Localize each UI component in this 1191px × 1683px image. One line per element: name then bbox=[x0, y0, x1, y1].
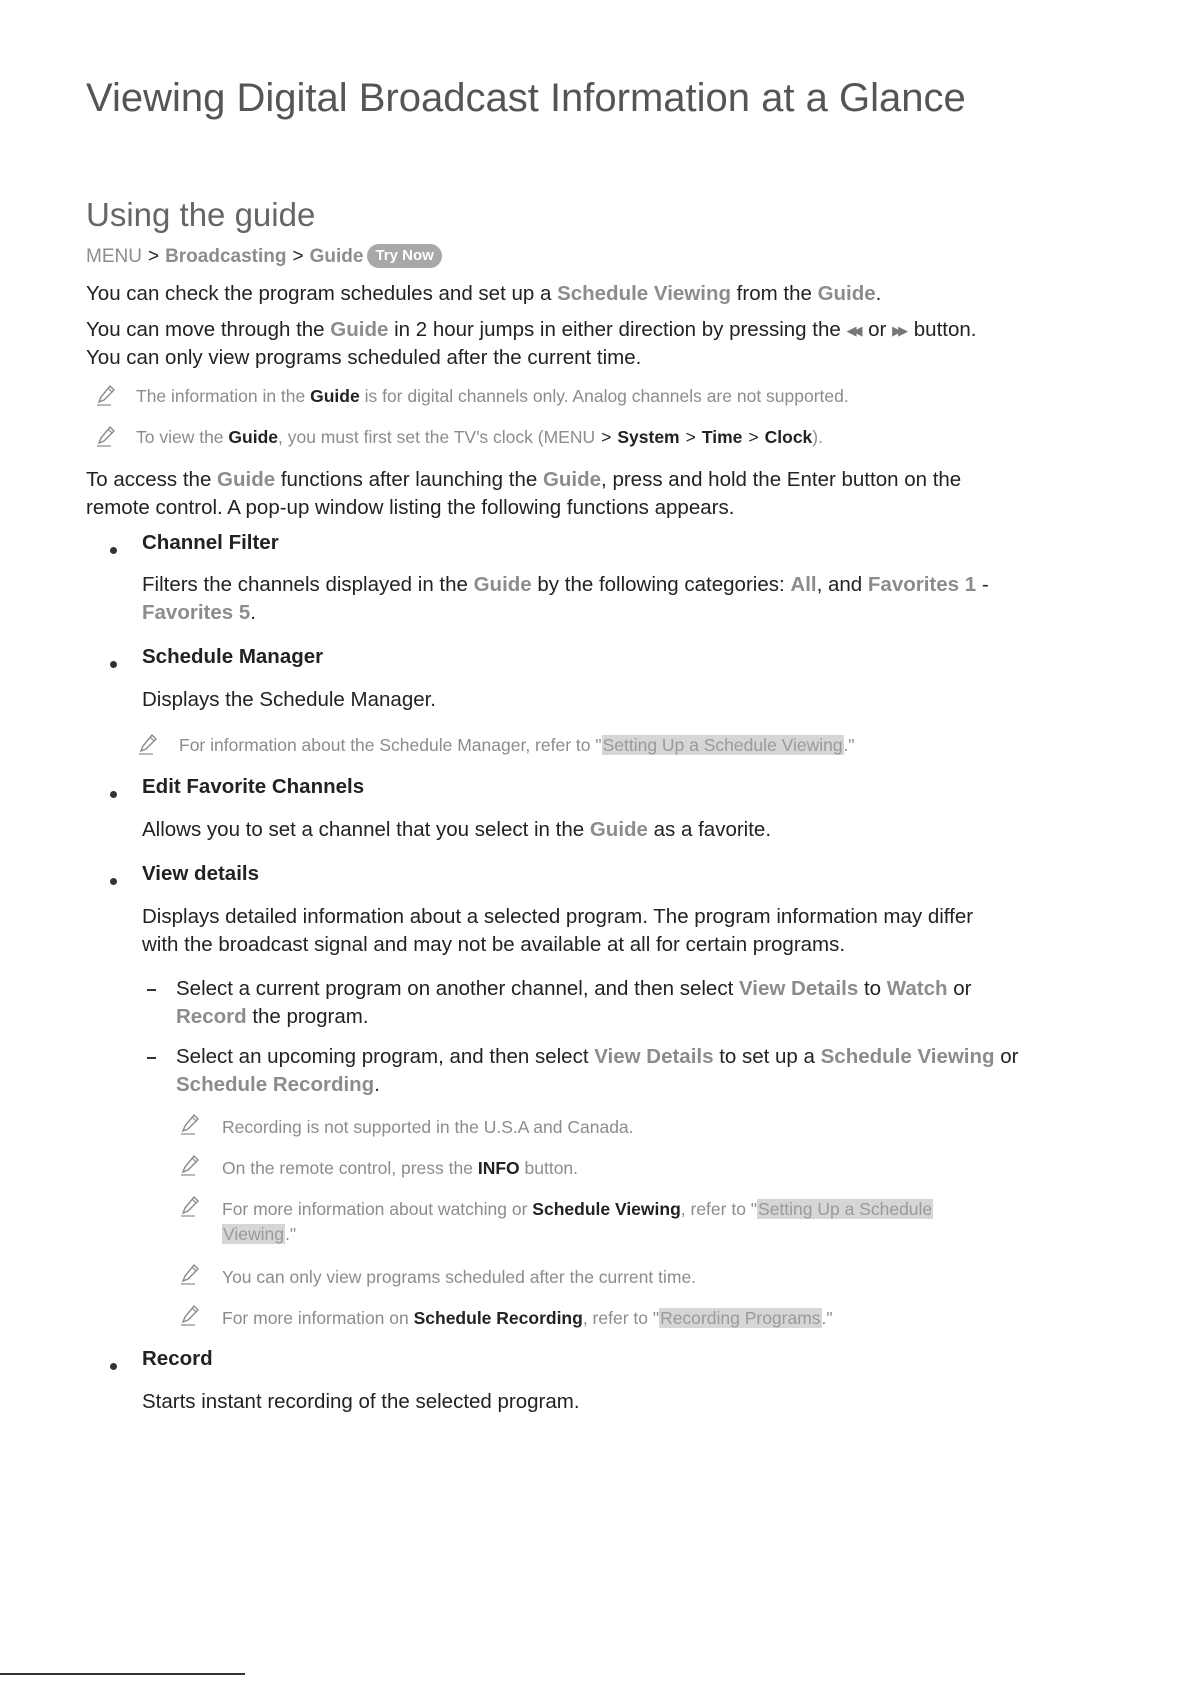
text-run: For more information on bbox=[222, 1308, 414, 1328]
breadcrumb-guide[interactable]: Guide bbox=[309, 246, 364, 267]
pencil-note-icon bbox=[138, 733, 158, 755]
pencil-note-icon bbox=[180, 1113, 200, 1135]
note-current-time: You can only view programs scheduled after the current time. bbox=[222, 1267, 697, 1287]
guide-navigation-paragraph bbox=[86, 316, 976, 345]
info-term: INFO bbox=[477, 1158, 520, 1178]
bullet-icon bbox=[110, 791, 117, 798]
setting-up-schedule-viewing-link[interactable]: Setting Up a Schedule bbox=[758, 1199, 933, 1219]
time-term: Time bbox=[701, 427, 743, 447]
view-details-term: View Details bbox=[738, 977, 859, 1000]
guide-term: Guide bbox=[542, 468, 602, 491]
guide-navigation-paragraph-line2: You can only view programs scheduled after the current time. bbox=[86, 346, 642, 369]
chevron-right-icon: > bbox=[748, 427, 759, 447]
note-recording-not-supported: Recording is not supported in the U.S.A and Canada. bbox=[222, 1117, 634, 1137]
bullet-icon bbox=[110, 1363, 117, 1370]
text-run: For more information about watching or bbox=[222, 1199, 533, 1219]
text-run: the program. bbox=[246, 1005, 369, 1028]
text-run: , and bbox=[816, 573, 868, 596]
view-details-term: View Details bbox=[594, 1045, 714, 1068]
schedule-recording-term: Schedule Recording bbox=[413, 1308, 583, 1328]
record-term: Record bbox=[176, 1005, 247, 1028]
pencil-note-icon bbox=[96, 425, 116, 447]
guide-term: Guide bbox=[589, 818, 648, 841]
dash-icon bbox=[147, 1057, 156, 1059]
schedule-viewing-term: Schedule Viewing bbox=[532, 1199, 681, 1219]
note-schedule-viewing-info bbox=[222, 1197, 933, 1222]
chevron-right-icon: > bbox=[147, 246, 160, 267]
section-title: Using the guide bbox=[86, 196, 316, 233]
edit-favorite-title: Edit Favorite Channels bbox=[142, 775, 365, 798]
text-run: You can move through the bbox=[86, 318, 331, 341]
menu-term: MENU bbox=[543, 427, 596, 447]
text-run: The information in the bbox=[136, 386, 311, 406]
pencil-note-icon bbox=[180, 1195, 200, 1217]
breadcrumb-menu: MENU bbox=[86, 246, 142, 267]
bullet-icon bbox=[110, 661, 117, 668]
text-run: button. bbox=[519, 1158, 579, 1178]
text-run: For information about the Schedule Manager, refer to " bbox=[179, 735, 602, 755]
text-run: . bbox=[875, 282, 882, 305]
text-run: to set up a bbox=[713, 1045, 821, 1068]
guide-term: Guide bbox=[217, 468, 276, 491]
text-run: Select a current program on another channel, and then select bbox=[176, 977, 739, 1000]
pencil-note-icon bbox=[180, 1304, 200, 1326]
recording-programs-link[interactable]: Recording Programs bbox=[660, 1308, 821, 1328]
guide-term: Guide bbox=[473, 573, 532, 596]
view-details-title: View details bbox=[142, 862, 259, 885]
text-run: by the following categories: bbox=[531, 573, 791, 596]
chevron-right-icon: > bbox=[685, 427, 696, 447]
text-run: Select an upcoming program, and then select bbox=[176, 1045, 595, 1068]
schedule-manager-note bbox=[179, 733, 855, 758]
text-run: On the remote control, press the bbox=[222, 1158, 478, 1178]
pencil-note-icon bbox=[96, 384, 116, 406]
fast-forward-icon: ▶▶ bbox=[892, 323, 905, 338]
guide-term: Guide bbox=[310, 386, 360, 406]
text-run: is for digital channels only. Analog channels are not supported. bbox=[359, 386, 849, 406]
text-run: button. bbox=[908, 318, 977, 341]
text-run: ). bbox=[812, 427, 823, 447]
text-run: in 2 hour jumps in either direction by pressing the bbox=[388, 318, 847, 341]
text-run: To view the bbox=[136, 427, 229, 447]
schedule-viewing-term: Schedule Viewing bbox=[820, 1045, 995, 1068]
text-run: Filters the channels displayed in the bbox=[142, 573, 474, 596]
pencil-note-icon bbox=[180, 1154, 200, 1176]
view-details-desc: Displays detailed information about a selected program. The program information may differ bbox=[142, 905, 974, 928]
intro-paragraph bbox=[86, 280, 881, 308]
text-run: , press and hold the Enter button on the bbox=[601, 468, 962, 491]
bullet-icon bbox=[110, 878, 117, 885]
schedule-manager-desc: Displays the Schedule Manager. bbox=[142, 688, 437, 711]
bullet-icon bbox=[110, 547, 117, 554]
record-desc: Starts instant recording of the selected program. bbox=[142, 1390, 580, 1413]
setting-up-schedule-viewing-link[interactable]: Setting Up a Schedule Viewing bbox=[602, 735, 843, 755]
access-paragraph bbox=[86, 466, 961, 494]
breadcrumb-broadcasting[interactable]: Broadcasting bbox=[165, 246, 287, 267]
text-run: or bbox=[947, 977, 972, 1000]
clock-term: Clock bbox=[764, 427, 813, 447]
text-run: ." bbox=[821, 1308, 833, 1328]
view-details-upcoming-program-line2 bbox=[176, 1071, 380, 1099]
favorites-term: Favorites 1 bbox=[867, 573, 977, 596]
footnote-divider bbox=[0, 1673, 245, 1675]
text-run: , refer to " bbox=[680, 1199, 758, 1219]
favorites-term: Favorites 5 bbox=[142, 601, 251, 624]
guide-term: Guide bbox=[330, 318, 389, 341]
text-run: as a favorite. bbox=[647, 818, 772, 841]
pencil-note-icon bbox=[180, 1263, 200, 1285]
text-run: or bbox=[862, 318, 893, 341]
channel-filter-desc bbox=[142, 571, 989, 599]
setting-up-schedule-viewing-link[interactable]: Viewing bbox=[223, 1224, 284, 1244]
text-run: You can check the program schedules and set up a bbox=[86, 282, 558, 305]
note-schedule-viewing-info-line2 bbox=[222, 1222, 296, 1247]
text-run: To access the bbox=[86, 468, 218, 491]
guide-term: Guide bbox=[817, 282, 876, 305]
watch-term: Watch bbox=[886, 977, 948, 1000]
schedule-recording-term: Schedule Recording bbox=[176, 1073, 375, 1096]
note-schedule-recording-info bbox=[222, 1306, 833, 1331]
text-run: , you must first set the TV's clock ( bbox=[278, 427, 544, 447]
text-run: . bbox=[250, 601, 256, 624]
note-set-clock bbox=[136, 425, 823, 450]
text-run: functions after launching the bbox=[275, 468, 543, 491]
channel-filter-desc-line2 bbox=[142, 599, 256, 627]
rewind-icon: ◀◀ bbox=[846, 323, 859, 338]
guide-term: Guide bbox=[228, 427, 278, 447]
edit-favorite-desc bbox=[142, 816, 771, 844]
view-details-current-program-line2 bbox=[176, 1003, 369, 1031]
view-details-desc-line2: with the broadcast signal and may not be available at all for certain programs. bbox=[142, 933, 846, 956]
all-term: All bbox=[790, 573, 817, 596]
page-title: Viewing Digital Broadcast Information at a Glance bbox=[86, 76, 966, 120]
system-term: System bbox=[617, 427, 680, 447]
channel-filter-title: Channel Filter bbox=[142, 531, 279, 554]
access-paragraph-line2: remote control. A pop-up window listing the following functions appears. bbox=[86, 496, 735, 519]
text-run: , refer to " bbox=[582, 1308, 660, 1328]
text-run: Allows you to set a channel that you select in the bbox=[142, 818, 590, 841]
note-digital-only bbox=[136, 384, 849, 409]
chevron-right-icon: > bbox=[292, 246, 304, 267]
schedule-manager-title: Schedule Manager bbox=[142, 645, 324, 668]
record-title: Record bbox=[142, 1347, 213, 1370]
try-now-button[interactable]: Try Now bbox=[367, 244, 441, 268]
chevron-right-icon: > bbox=[601, 427, 612, 447]
view-details-upcoming-program bbox=[176, 1043, 1018, 1071]
text-run: - bbox=[976, 573, 989, 596]
text-run: . bbox=[374, 1073, 380, 1096]
text-run: or bbox=[994, 1045, 1019, 1068]
dash-icon bbox=[147, 989, 156, 991]
text-run: to bbox=[858, 977, 887, 1000]
text-run: from the bbox=[730, 282, 818, 305]
text-run: ." bbox=[284, 1224, 297, 1244]
note-info-button bbox=[222, 1156, 578, 1181]
breadcrumb bbox=[86, 243, 442, 271]
schedule-viewing-term: Schedule Viewing bbox=[557, 282, 731, 305]
view-details-current-program bbox=[176, 975, 971, 1003]
text-run: ." bbox=[843, 735, 855, 755]
